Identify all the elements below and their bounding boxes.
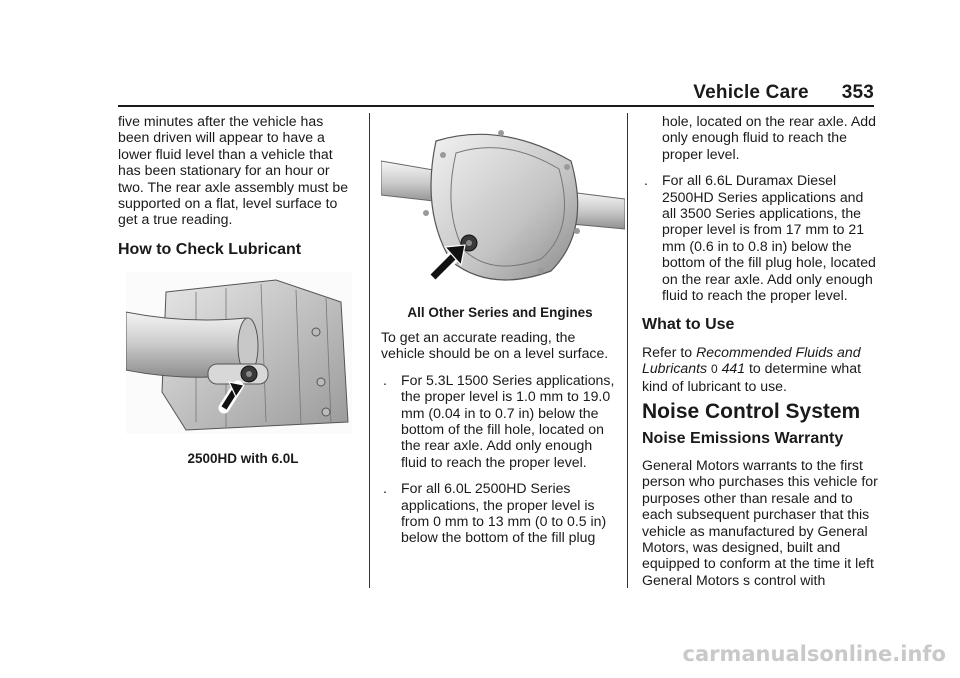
right-column bbox=[642, 113, 878, 598]
intro-paragraph: five minutes after the vehicle has been driven will appear to have a lower fluid level than a vehicle that has been stationary for an hour or two. The rear axle assembly must be supported on a flat, level surface to get a true reading. bbox=[118, 113, 349, 228]
bullet-text: For all 6.0L 2500HD Series applications, the proper level is from 0 mm to 13 mm (0 to 0.5 in) below the bottom of the fill plug bbox=[401, 480, 607, 546]
bullet-marker: . bbox=[383, 371, 387, 388]
noise-warranty-heading: Noise Emissions Warranty bbox=[642, 429, 844, 447]
what-to-use-prefix: Refer to bbox=[642, 343, 697, 360]
page-number: 353 bbox=[841, 82, 874, 103]
column-divider-right bbox=[627, 113, 628, 588]
axle-illustration-other bbox=[381, 121, 625, 293]
page-ref-number[interactable]: 441 bbox=[721, 360, 746, 377]
figure-caption-2500hd: 2500HD with 6.0L bbox=[187, 451, 299, 466]
how-to-check-heading: How to Check Lubricant bbox=[118, 240, 302, 258]
watermark: carmanualsonline.info bbox=[682, 642, 946, 666]
page-header bbox=[693, 82, 874, 104]
bullet-item bbox=[381, 480, 621, 546]
bullet-text: For 5.3L 1500 Series applications, the proper level is 1.0 mm to 19.0 mm (0.04 in to 0.7 in) below the bottom of the fill hole, located on the rear axle. Add only enough fluid to reach the proper level. bbox=[401, 371, 615, 470]
axle-illustration-2500hd bbox=[126, 272, 352, 434]
bullet-item bbox=[642, 172, 878, 303]
level-surface-paragraph: To get an accurate reading, the vehicle should be on a level surface. bbox=[381, 329, 609, 362]
column-divider-left bbox=[369, 113, 370, 588]
bullet-marker: . bbox=[644, 172, 648, 189]
left-column bbox=[118, 113, 356, 268]
continued-text: hole, located on the rear axle. Add only enough fluid to reach the proper level. bbox=[662, 113, 876, 162]
noise-control-heading: Noise Control System bbox=[642, 400, 861, 424]
page-ref-arrow-icon: 0 bbox=[710, 362, 718, 377]
recommended-fluids-link[interactable]: Recommended Fluids and Lubricants bbox=[642, 343, 861, 377]
bullet-item bbox=[381, 372, 621, 470]
middle-column bbox=[381, 329, 621, 556]
warranty-paragraph: General Motors warrants to the first person who purchases this vehicle for purposes other than resale and to each subsequent purchaser that this vehicle as manufactured by General Motors, was designed, built and equipped to conform at the time it left General Motors s control with bbox=[642, 456, 878, 588]
what-to-use-paragraph bbox=[642, 344, 878, 394]
bullet-text: For all 6.6L Duramax Diesel 2500HD Series applications and all 3500 Series applications, the proper level is from 17 mm to 21 mm (0.6 in to 0.8 in) below the bottom of the fill plug hole, located on the rear axle. Add only enough fluid to reach the proper level. bbox=[662, 172, 876, 304]
bullet-marker: . bbox=[383, 480, 387, 497]
section-title: Vehicle Care bbox=[693, 82, 809, 103]
what-to-use-suffix: to determine what kind of lubricant to use. bbox=[642, 360, 862, 394]
figure-caption-other: All Other Series and Engines bbox=[407, 305, 593, 320]
what-to-use-heading: What to Use bbox=[642, 316, 735, 334]
header-rule bbox=[118, 105, 874, 107]
